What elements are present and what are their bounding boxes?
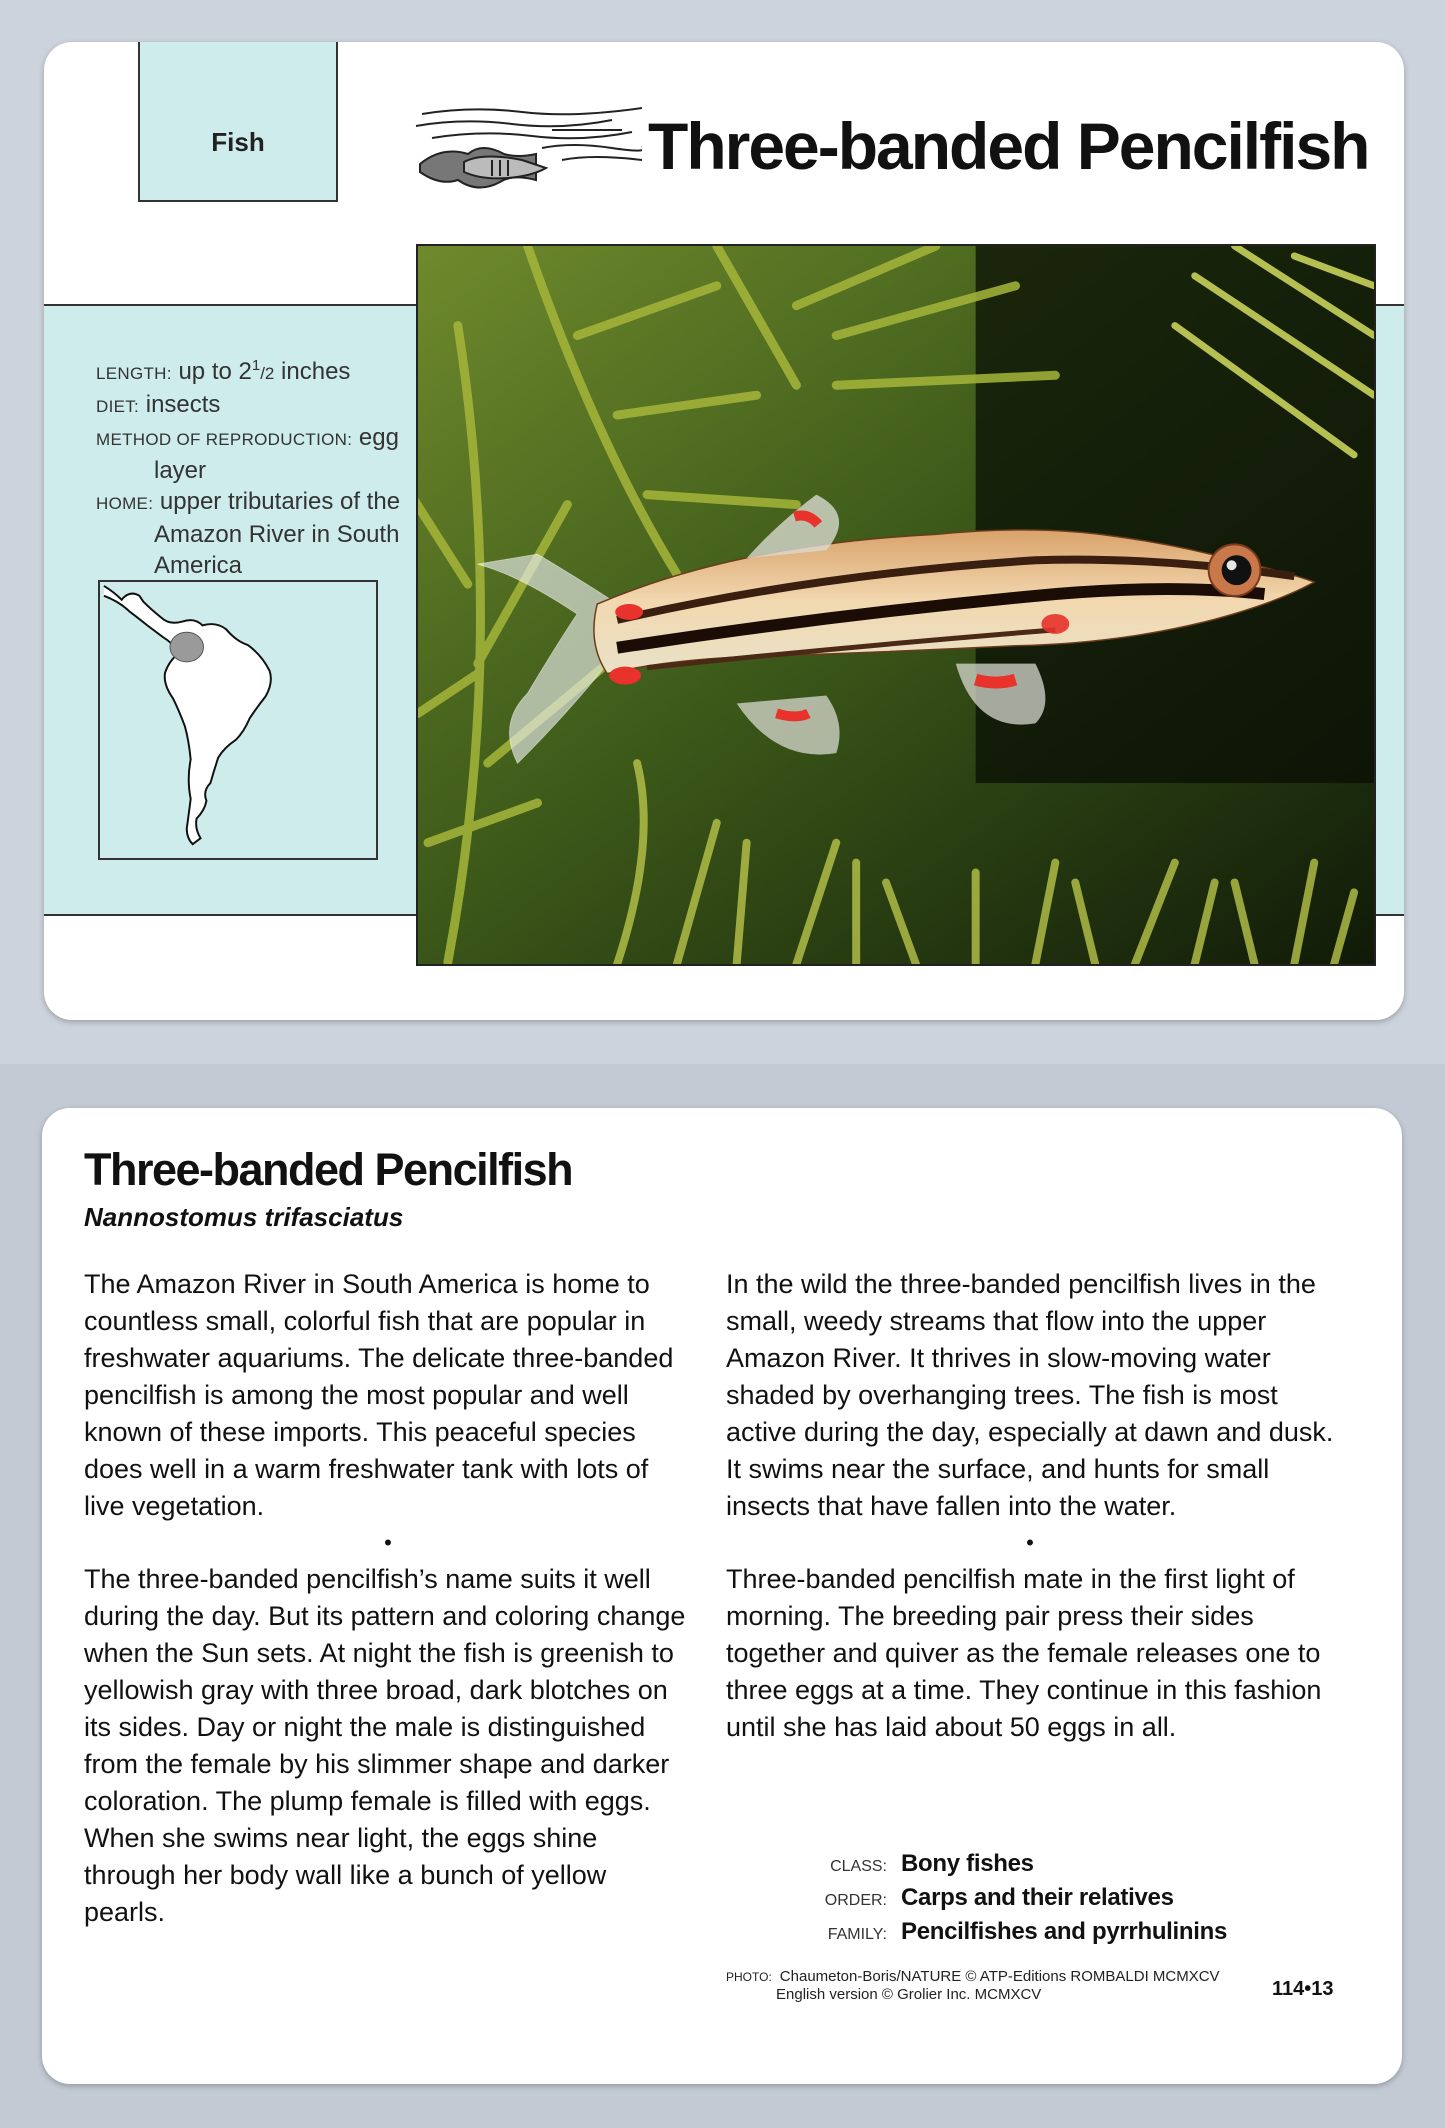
- fact-diet-value: insects: [145, 391, 221, 418]
- fact-diet: [96, 389, 416, 422]
- taxonomy-class-label: CLASS:: [830, 1858, 887, 1875]
- category-box: [138, 42, 338, 202]
- photo-credit-line1: Chaumeton-Boris/NATURE © ATP-Editions ROMBALDI MCMXCV: [779, 1968, 1220, 1985]
- fish-photo: [416, 244, 1376, 966]
- paragraph-separator: •: [384, 1530, 392, 1555]
- paragraph-separator: •: [1026, 1530, 1034, 1555]
- fact-reproduction-value-cont: layer: [154, 457, 207, 484]
- fact-home-value-line3: America: [154, 552, 243, 579]
- taxonomy-order: [726, 1882, 1334, 1916]
- fact-length-unit: inches: [274, 358, 351, 385]
- text-column-left: [84, 1266, 692, 1931]
- paragraph: Three-banded pencilfish mate in the first light of morning. The breeding pair press their sides together and quiver as the female releases one to three eggs at a time. They continue in this fashion until she has laid about 50 eggs in all.: [726, 1564, 1322, 1742]
- back-title: Three-banded Pencilfish: [84, 1144, 573, 1195]
- fact-home: [96, 486, 416, 581]
- text-column-right: [726, 1266, 1334, 1746]
- photo-credits: [726, 1968, 1286, 2004]
- taxonomy-class: [726, 1848, 1334, 1882]
- fact-home-value-line2: Amazon River in South: [154, 521, 400, 548]
- fact-length-fraction-num: 1: [251, 357, 261, 374]
- scientific-name: Nannostomus trifasciatus: [84, 1202, 404, 1232]
- taxonomy: [726, 1848, 1334, 1950]
- paragraph: The three-banded pencilfish’s name suits it well during the day. But its pattern and coloring change when the Sun sets. At night the fish is greenish to yellowish gray with three broad, dark blotches on its sides. Day or night the male is distinguished from the female by his slimmer shape and darker coloration. The plump female is filled with eggs. When she swims near light, the eggs shine through her body wall like a bunch of yellow pearls.: [84, 1564, 686, 1927]
- fact-length: [96, 350, 416, 389]
- taxonomy-class-value: Bony fishes: [901, 1850, 1034, 1877]
- fact-length-label: LENGTH:: [96, 364, 172, 383]
- fact-length-fraction-den: /2: [260, 364, 275, 383]
- fact-reproduction: [96, 422, 416, 486]
- paragraph: In the wild the three-banded pencilfish lives in the small, weedy streams that flow into the upper Amazon River. It thrives in slow-moving water shaded by overhanging trees. The fish is most active during the day, especially at dawn and dusk. It swims near the surface, and hunts for small insects that have fallen into the water.: [726, 1269, 1334, 1521]
- fact-diet-label: DIET:: [96, 397, 140, 416]
- fish-category-icon: [412, 102, 642, 192]
- taxonomy-family-value: Pencilfishes and pyrrhulinins: [901, 1918, 1228, 1945]
- taxonomy-family-label: FAMILY:: [827, 1926, 887, 1943]
- taxonomy-order-value: Carps and their relatives: [901, 1884, 1174, 1911]
- photo-credit-line2: English version © Grolier Inc. MCMXCV: [776, 1986, 1042, 2003]
- card-number: 114•13: [1272, 1978, 1334, 2000]
- card-back: [42, 1108, 1402, 2084]
- card-front: [44, 42, 1404, 1020]
- taxonomy-family: [726, 1916, 1334, 1950]
- fact-length-value: up to 2: [178, 358, 252, 385]
- range-map: [98, 580, 378, 860]
- fact-home-value: upper tributaries of the: [159, 488, 401, 515]
- category-label: Fish: [211, 126, 265, 157]
- photo-credit-label: PHOTO:: [726, 1970, 772, 1984]
- taxonomy-order-label: ORDER:: [824, 1892, 887, 1909]
- fact-reproduction-value: egg: [358, 424, 399, 451]
- fact-reproduction-label: METHOD OF REPRODUCTION:: [96, 430, 353, 449]
- fact-home-label: HOME:: [96, 494, 154, 513]
- fact-list: [96, 350, 416, 581]
- card-title: Three-banded Pencilfish: [648, 109, 1369, 183]
- paragraph: The Amazon River in South America is home to countless small, colorful fish that are popular in freshwater aquariums. The delicate three-banded pencilfish is among the most popular and well known of these imports. This peaceful species does well in a warm freshwater tank with lots of live vegetation.: [84, 1269, 674, 1521]
